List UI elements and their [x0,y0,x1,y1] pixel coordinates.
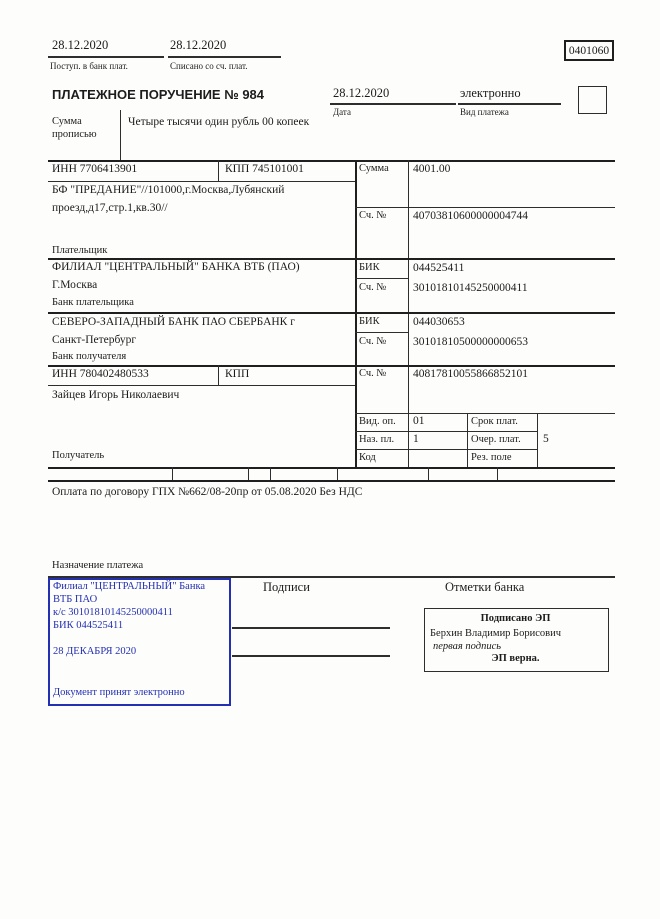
empty-strip-divider [428,467,429,480]
payee-name: Зайцев Игорь Николаевич [52,389,180,401]
payer-bank-bik-divider [355,278,408,279]
stamp-bik: БИК 044525411 [53,620,124,631]
payee-inn: ИНН 780402480533 [52,368,149,380]
payer-bank-bik-value: 044525411 [413,262,465,274]
payer-label: Плательщик [52,245,108,256]
payer-bank-name-line1: ФИЛИАЛ "ЦЕНТРАЛЬНЫЙ" БАНКА ВТБ (ПАО) [52,261,300,273]
stamp-footer: Документ принят электронно [53,687,185,698]
payer-inn-row-border [48,181,355,182]
payee-bank-bik-label: БИК [359,316,380,327]
stamp-line-1: Филиал "ЦЕНТРАЛЬНЫЙ" Банка [53,581,206,592]
payee-bank-name-line2: Санкт-Петербург [52,334,137,346]
payee-inn-row-border [48,385,355,386]
payer-bank-label: Банк плательщика [52,297,134,308]
payment-kind-label: Вид платежа [460,107,509,117]
op-kind-value: 01 [413,415,425,427]
payment-kind-underline [458,103,561,105]
document-title: ПЛАТЕЖНОЕ ПОРУЧЕНИЕ № 984 [52,87,265,102]
payee-bank-account-value: 30101810500000000653 [413,336,528,348]
payer-bank-account-label: Сч. № [359,282,387,293]
payee-section-border [48,467,615,469]
empty-strip-divider [497,467,498,480]
esign-verified: ЭП верна. [491,653,540,664]
payee-account-value: 40817810055866852101 [413,368,528,380]
code-label: Код [359,452,376,463]
due-date-label: Срок плат. [471,416,518,427]
signatures-label: Подписи [263,580,310,594]
pay-purpose-label: Наз. пл. [359,434,395,445]
amount-row-border [355,207,615,208]
payer-inn-kpp-divider [218,160,219,181]
bank-marks-label: Отметки банка [445,580,525,594]
stamp-line-2: ВТБ ПАО [53,594,98,605]
esign-sign-type: первая подпись [433,641,502,652]
payee-bank-bik-divider [355,332,408,333]
table-top-border [48,160,615,162]
payer-name-line1: БФ "ПРЕДАНИЕ"//101000,г.Москва,Лубянский [52,184,285,196]
op-kind-label: Вид. оп. [359,416,396,427]
payment-kind-box [578,86,607,114]
signature-line-2 [232,655,390,657]
amount-words-label-1: Сумма [52,116,82,127]
payer-section-border [48,258,615,260]
payer-inn: ИНН 7706413901 [52,163,138,175]
empty-strip-bottom-border [48,480,615,482]
payee-bank-section-border [48,365,615,367]
amount-words-value: Четыре тысячи один рубль 00 копеек [128,116,310,128]
payment-kind-value: электронно [460,86,521,100]
payee-label: Получатель [52,450,105,461]
subtable-top-border [355,413,615,414]
signature-line-1 [232,627,390,629]
subtable-col1-border [467,413,468,467]
payee-account-label: Сч. № [359,368,387,379]
payee-kpp: КПП [225,368,250,380]
date-underline [330,103,456,105]
date-label: Дата [333,107,351,117]
debited-date-label: Списано со сч. плат. [170,61,248,71]
stamp-date: 28 ДЕКАБРЯ 2020 [53,646,137,657]
payer-bank-account-value: 30101810145250000411 [413,282,528,294]
esign-signer-name: Берхин Владимир Борисович [430,628,561,639]
received-date-underline [48,56,164,58]
debited-date-underline [168,56,281,58]
subtable-row2-border [355,449,537,450]
empty-strip-divider [337,467,338,480]
amount-label: Сумма [359,163,389,174]
payer-bank-bik-label: БИК [359,262,380,273]
purpose-text: Оплата по договору ГПХ №662/08-20пр от 05.08.2020 Без НДС [52,486,363,498]
esign-title: Подписано ЭП [480,613,551,624]
amount-value: 4001.00 [413,163,451,175]
pay-purpose-value: 1 [413,433,419,445]
payer-account-label: Сч. № [359,210,387,221]
date-value: 28.12.2020 [333,86,390,100]
payer-bank-section-border [48,312,615,314]
form-code-box [564,40,614,61]
subtable-col2-border [537,413,538,467]
payer-bank-name-line2: Г.Москва [52,279,98,291]
payee-bank-account-label: Сч. № [359,336,387,347]
empty-strip-divider [248,467,249,480]
amount-words-label-2: прописью [52,129,97,140]
debited-date-value: 28.12.2020 [170,38,227,52]
purpose-label: Назначение платежа [52,560,144,571]
empty-strip-divider [172,467,173,480]
payee-bank-label: Банк получателя [52,351,127,362]
payee-bank-bik-value: 044030653 [413,316,465,328]
payer-kpp: КПП 745101001 [225,163,304,175]
payee-bank-name-line1: СЕВЕРО-ЗАПАДНЫЙ БАНК ПАО СБЕРБАНК г [52,316,295,328]
subtable-row1-border [355,431,537,432]
payer-name-line2: проезд,д17,стр.1,кв.30// [52,202,168,214]
empty-strip-divider [270,467,271,480]
stamp-corr-account: к/с 30101810145250000411 [53,607,173,618]
priority-label: Очер. плат. [471,434,521,445]
received-date-label: Поступ. в банк плат. [50,61,128,71]
received-date-value: 28.12.2020 [52,38,109,52]
form-code: 0401060 [568,44,610,57]
payer-account-value: 40703810600000004744 [413,210,528,222]
payee-inn-kpp-divider [218,365,219,385]
priority-value: 5 [543,433,549,445]
reserve-field-label: Рез. поле [471,452,512,463]
amount-words-divider [120,110,121,160]
